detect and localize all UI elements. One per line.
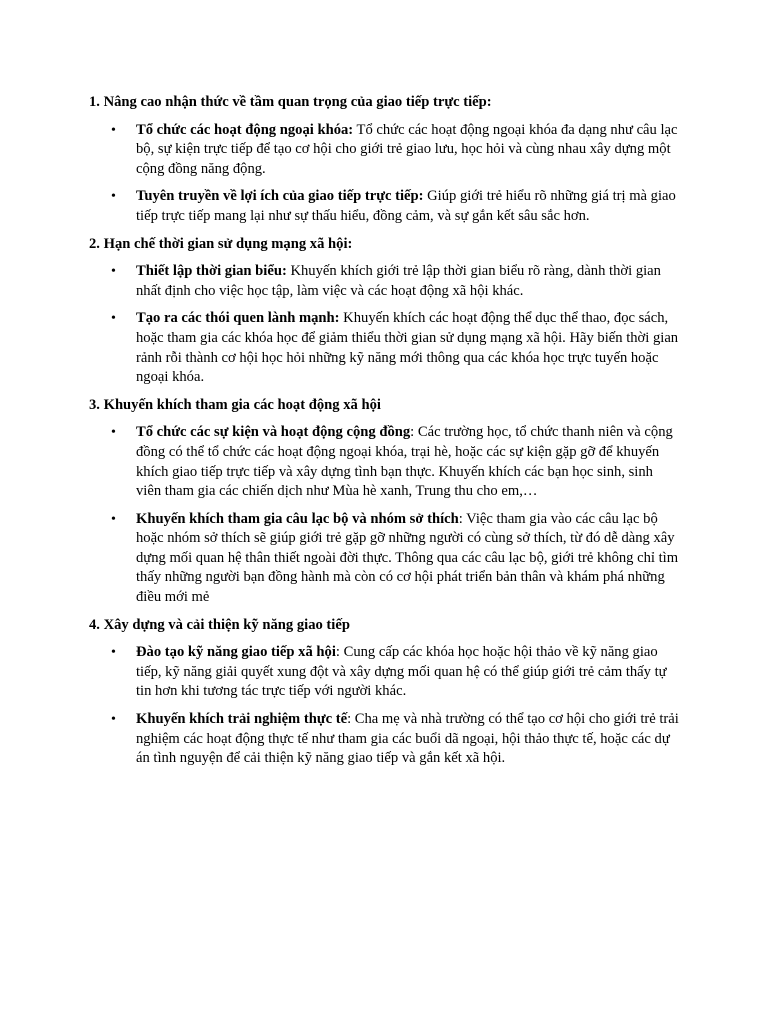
section-4	[89, 616, 681, 769]
item-term: Tạo ra các thói quen lành mạnh:	[136, 310, 340, 327]
item-text: : Các trường học, tổ chức thanh niên và cộng đồng có thể tổ chức các hoạt động ngoại khóa, trại hè, hoặc các sự kiện gặp gỡ để khuyến khích giao tiếp trực tiếp và xây dựng tình bạn thực. Khuyến khích các bạn học sinh, sinh viên tham gia các chiến dịch như Mùa hè xanh, Trung thu cho em,…	[136, 424, 673, 500]
list-item	[89, 309, 681, 387]
section-heading: 4. Xây dựng và cải thiện kỹ năng giao tiếp	[89, 616, 350, 633]
list-item	[89, 187, 681, 226]
section-1	[89, 93, 681, 227]
bullet-icon: •	[111, 425, 116, 441]
item-term: Khuyến khích tham gia câu lạc bộ và nhóm sở thích	[136, 510, 459, 527]
bullet-icon: •	[111, 122, 116, 138]
item-text: Tổ chức các hoạt động ngoại khóa đa dạng như câu lạc bộ, sự kiện trực tiếp để tạo cơ hội cho giới trẻ giao lưu, học hỏi và cùng nhau xây dựng một cộng đồng năng động.	[136, 121, 678, 177]
item-term: Tổ chức các hoạt động ngoại khóa:	[136, 121, 354, 138]
item-term: Khuyến khích trải nghiệm thực tế	[136, 711, 348, 728]
bullet-icon: •	[111, 712, 116, 728]
section-heading: 2. Hạn chế thời gian sử dụng mạng xã hội:	[89, 235, 353, 252]
bullet-icon: •	[111, 511, 116, 527]
item-text: : Việc tham gia vào các câu lạc bộ hoặc nhóm sở thích sẽ giúp giới trẻ gặp gỡ những người có cùng sở thích, từ đó dễ dàng xây dựng mối quan hệ thân thiết ngoài đời thực. Thông qua các câu lạc bộ, giới trẻ không chỉ tìm thấy những người bạn đồng hành mà còn có cơ hội phát triển bản thân và khám phá những điều mới mẻ	[136, 510, 679, 606]
section-heading: 3. Khuyến khích tham gia các hoạt động xã hội	[89, 396, 381, 413]
bullet-icon: •	[111, 264, 116, 280]
list-item	[89, 510, 681, 608]
item-term: Tổ chức các sự kiện và hoạt động cộng đồng	[136, 424, 411, 441]
bullet-icon: •	[111, 645, 116, 661]
item-text: Khuyến khích giới trẻ lập thời gian biểu rõ ràng, dành thời gian nhất định cho việc học tập, làm việc và các hoạt động xã hội khác.	[136, 263, 661, 299]
bullet-icon: •	[111, 189, 116, 205]
list-item	[89, 423, 681, 501]
list-item	[89, 262, 681, 301]
section-3	[89, 396, 681, 608]
item-text: Khuyến khích các hoạt động thể dục thể thao, đọc sách, hoặc tham gia các khóa học để giảm thiểu thời gian sử dụng mạng xã hội. Hãy biến thời gian rảnh rỗi thành cơ hội học hỏi những kỹ năng mới thông qua các khóa học trực tuyến hoặc ngoại khóa.	[136, 310, 679, 386]
item-term: Thiết lập thời gian biểu:	[136, 263, 287, 280]
item-text: Giúp giới trẻ hiểu rõ những giá trị mà giao tiếp trực tiếp mang lại như sự thấu hiểu, đồng cảm, và sự gắn kết sâu sắc hơn.	[136, 188, 676, 224]
document-body	[89, 93, 681, 777]
list-item	[89, 643, 681, 702]
bullet-list	[89, 262, 681, 388]
item-text: : Cha mẹ và nhà trường có thể tạo cơ hội cho giới trẻ trải nghiệm các hoạt động thực tế như tham gia các buổi dã ngoại, hội thảo thực tế, hoặc các dự án tình nguyện để cải thiện kỹ năng giao tiếp và gắn kết xã hội.	[136, 711, 679, 767]
list-item	[89, 121, 681, 180]
bullet-list	[89, 121, 681, 227]
bullet-list	[89, 643, 681, 769]
bullet-icon: •	[111, 311, 116, 327]
list-item	[89, 710, 681, 769]
item-text: : Cung cấp các khóa học hoặc hội thảo về kỹ năng giao tiếp, kỹ năng giải quyết xung đột và xây dựng mối quan hệ có thể giúp giới trẻ cảm thấy tự tin hơn khi tương tác trực tiếp với người khác.	[136, 644, 667, 700]
section-heading: 1. Nâng cao nhận thức về tầm quan trọng của giao tiếp trực tiếp:	[89, 94, 492, 110]
item-term: Đào tạo kỹ năng giao tiếp xã hội	[136, 644, 336, 661]
section-2	[89, 235, 681, 388]
bullet-list	[89, 423, 681, 607]
item-term: Tuyên truyền về lợi ích của giao tiếp trực tiếp:	[136, 188, 424, 205]
